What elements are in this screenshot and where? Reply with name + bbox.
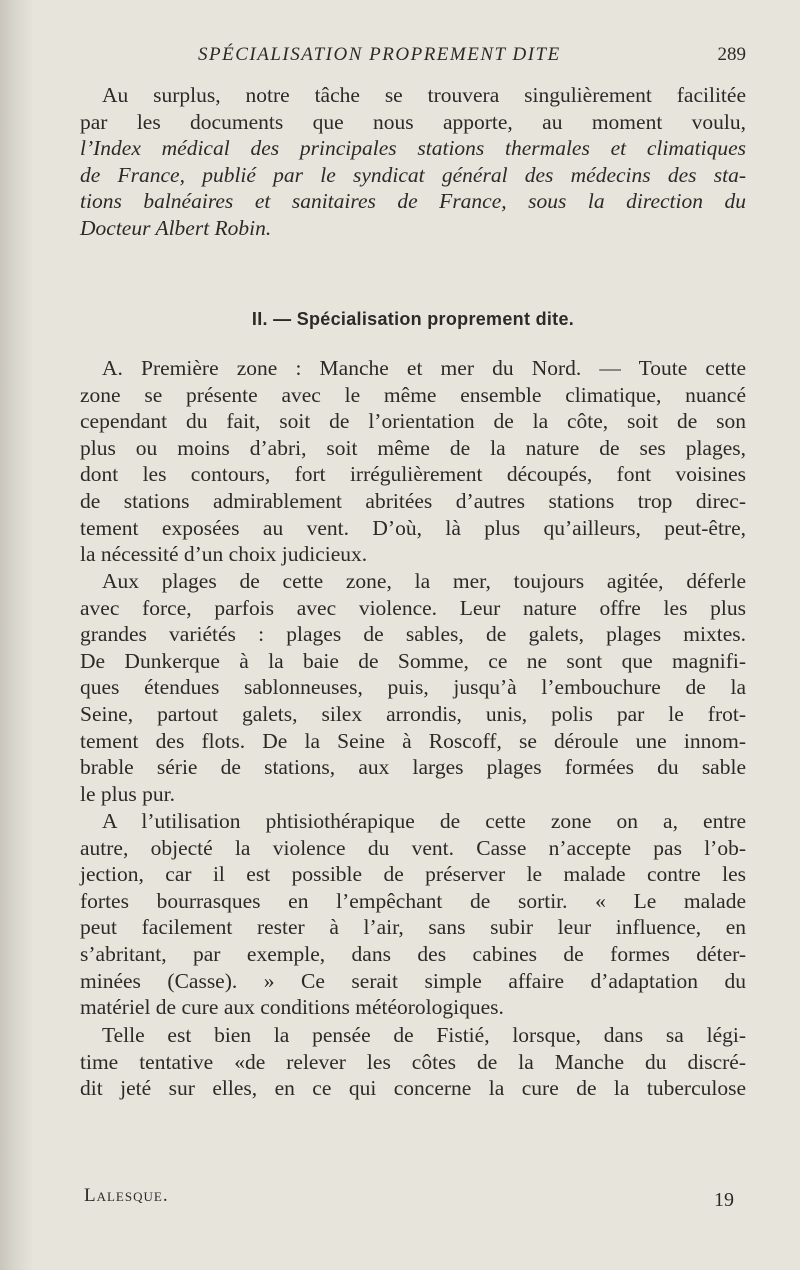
text-line: tement des flots. De la Seine à Roscoff, se déroule une innom-	[80, 728, 746, 753]
paragraph-a	[80, 355, 746, 568]
section-heading: II. — Spécialisation proprement dite.	[251, 309, 575, 329]
text-line: la nécessité d’un choix judicieux.	[80, 542, 368, 567]
text-line: cependant du fait, soit de l’orientation de la côte, soit de son	[80, 409, 746, 434]
text-line: dont les contours, fort irrégulièrement découpés, font voisines	[80, 462, 746, 487]
italic-text: de France, publié par le syndicat général des médecins des sta-	[80, 162, 746, 187]
running-title: SPÉCIALISATION PROPREMENT DITE	[198, 44, 561, 65]
text-line: Au surplus, notre tâche se trouvera singulièrement facilitée	[102, 83, 746, 107]
text-line: A. Première zone : Manche et mer du Nord. — Toute cette	[102, 356, 746, 380]
signature-mark: Lalesque.	[84, 1185, 169, 1206]
paragraph-d	[80, 1022, 746, 1102]
italic-text: tions balnéaires et sanitaires de France, sous la direction du	[80, 189, 746, 214]
text-line: De Dunkerque à la baie de Somme, ce ne sont que magnifi-	[80, 648, 746, 673]
paragraph-c	[80, 808, 746, 1021]
signature-number: 19	[714, 1189, 734, 1211]
text-line: zone se présente avec le même ensemble climatique, nuancé	[80, 382, 746, 407]
italic-text: l’Index médical des principales stations thermales et climatiques	[80, 136, 746, 161]
text-line: dit jeté sur elles, en ce qui concerne la cure de la tuberculose	[80, 1076, 746, 1101]
italic-text: Docteur Albert Robin.	[80, 215, 272, 240]
page-number: 289	[717, 44, 746, 65]
text-line: Aux plages de cette zone, la mer, toujours agitée, déferle	[102, 569, 746, 593]
text-line: le plus pur.	[80, 781, 175, 806]
text-line: jection, car il est possible de préserver le malade contre les	[80, 862, 746, 887]
intro-paragraph	[80, 82, 746, 242]
text-line	[80, 188, 746, 215]
text-line: Telle est bien la pensée de Fistié, lorsque, dans sa légi-	[102, 1023, 746, 1047]
text-line: autre, objecté la violence du vent. Casse n’accepte pas l’ob-	[80, 835, 746, 860]
text-line	[80, 215, 746, 242]
page-edge-shadow	[0, 0, 34, 1270]
text-line	[80, 162, 746, 189]
text-line: time tentative «de relever les côtes de la Manche du discré-	[80, 1049, 746, 1074]
text-line: peut facilement rester à l’air, sans subir leur influence, en	[80, 915, 746, 940]
text-line	[80, 135, 746, 162]
text-line: s’abritant, par exemple, dans des cabines de formes déter-	[80, 941, 746, 966]
text-line: brable série de stations, aux larges plages formées du sable	[80, 755, 746, 780]
text-line: tement exposées au vent. D’où, là plus qu’ailleurs, peut-être,	[80, 515, 746, 540]
paragraph-b	[80, 568, 746, 807]
text-line: grandes variétés : plages de sables, de galets, plages mixtes.	[80, 622, 746, 647]
text-line: avec force, parfois avec violence. Leur nature offre les plus	[80, 595, 746, 620]
page-footer	[80, 1185, 746, 1215]
text-line: ques étendues sablonneuses, puis, jusqu’à l’embouchure de la	[80, 675, 746, 700]
text-line: par les documents que nous apporte, au moment voulu,	[80, 109, 746, 134]
book-page	[80, 0, 746, 1270]
text-line: Seine, partout galets, silex arrondis, unis, polis par le frot-	[80, 701, 746, 726]
text-line: A l’utilisation phtisiothérapique de cette zone on a, entre	[102, 809, 746, 833]
text-line: minées (Casse). » Ce serait simple affaire d’adaptation du	[80, 968, 746, 993]
text-line: de stations admirablement abritées d’autres stations trop direc-	[80, 488, 746, 513]
text-line: fortes bourrasques en l’empêchant de sortir. « Le malade	[80, 888, 746, 913]
text-line: matériel de cure aux conditions météorologiques.	[80, 995, 504, 1020]
running-head	[80, 44, 746, 72]
text-line: plus ou moins d’abri, soit même de la nature de ses plages,	[80, 435, 746, 460]
